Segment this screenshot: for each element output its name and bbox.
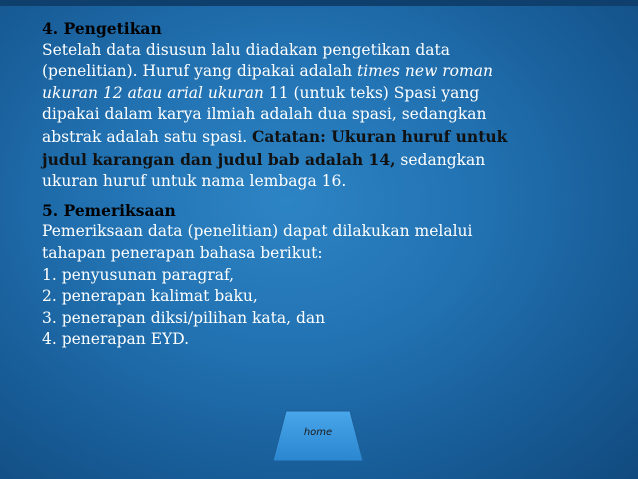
home-button[interactable] bbox=[272, 410, 364, 462]
section-5-line: Pemeriksaan data (penelitian) dapat dilakukan melalui bbox=[42, 222, 473, 241]
home-button-label: home bbox=[303, 427, 333, 438]
list-item: 2. penerapan kalimat baku, bbox=[42, 287, 258, 306]
section-4-line: ukuran huruf untuk nama lembaga 16. bbox=[42, 172, 347, 191]
list-item: 1. penyusunan paragraf, bbox=[42, 265, 235, 284]
section-4-line bbox=[42, 126, 612, 149]
section-5-heading: 5. Pemeriksaan bbox=[42, 200, 176, 220]
section-4-line bbox=[42, 149, 612, 172]
section-4-line bbox=[42, 83, 612, 105]
section-4-line: Setelah data disusun lalu diadakan pengetikan data bbox=[42, 40, 450, 59]
list-item: 4. penerapan EYD. bbox=[42, 330, 190, 349]
list-item: 3. penerapan diksi/pilihan kata, dan bbox=[42, 308, 326, 327]
text-span: 11 (untuk teks) Spasi yang bbox=[263, 83, 480, 102]
section-5-line: tahapan penerapan bahasa berikut: bbox=[42, 243, 323, 262]
section-4-heading: 4. Pengetikan bbox=[42, 19, 162, 38]
italic-span: ukuran 12 atau arial ukuran bbox=[42, 83, 264, 102]
text-span: abstrak adalah satu spasi. bbox=[42, 127, 253, 146]
section-4-line bbox=[42, 61, 612, 83]
section-4-line: dipakai dalam karya ilmiah adalah dua spasi, sedangkan bbox=[42, 105, 487, 124]
slide-content bbox=[42, 18, 612, 351]
bold-note: Catatan: Ukuran huruf untuk bbox=[252, 126, 508, 146]
section-gap bbox=[42, 193, 612, 200]
top-bar bbox=[0, 0, 638, 6]
text-span: sedangkan bbox=[395, 150, 486, 169]
text-span: (penelitian). Huruf yang dipakai adalah bbox=[42, 62, 357, 81]
italic-span: times new roman bbox=[356, 62, 493, 81]
bold-note: judul karangan dan judul bab adalah 14, bbox=[42, 149, 396, 169]
